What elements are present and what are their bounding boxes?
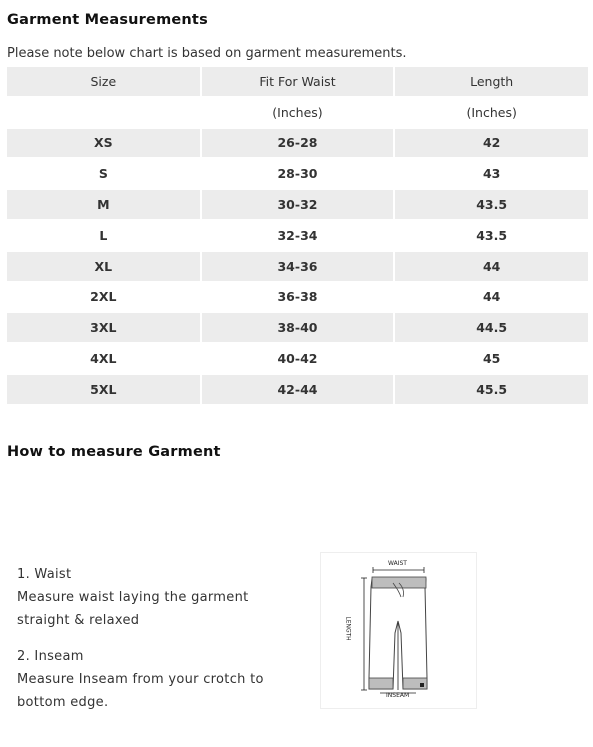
size-cell: 2XL bbox=[7, 282, 201, 313]
size-cell: XS bbox=[7, 128, 201, 159]
inseam-label: INSEAM bbox=[386, 692, 410, 699]
waist-cell: 34-36 bbox=[201, 251, 395, 282]
waist-label: WAIST bbox=[388, 560, 407, 567]
size-cell: 4XL bbox=[7, 343, 201, 374]
table-row bbox=[7, 251, 588, 282]
chart-note: Please note below chart is based on garment measurements. bbox=[7, 46, 407, 61]
size-cell: 5XL bbox=[7, 374, 201, 404]
waist-step-text-2: straight & relaxed bbox=[17, 613, 140, 628]
waist-cell: 26-28 bbox=[201, 128, 395, 159]
waist-step-text-1: Measure waist laying the garment bbox=[17, 590, 249, 605]
size-chart-table bbox=[7, 67, 588, 404]
page-title: Garment Measurements bbox=[7, 12, 208, 28]
waist-step-title: 1. Waist bbox=[17, 567, 72, 582]
size-cell: S bbox=[7, 158, 201, 189]
table-row bbox=[7, 220, 588, 251]
length-cell: 44.5 bbox=[394, 312, 588, 343]
length-cell: Length bbox=[394, 67, 588, 97]
waist-cell: 30-32 bbox=[201, 189, 395, 220]
table-row bbox=[7, 343, 588, 374]
table-header-row bbox=[7, 67, 588, 97]
size-cell: Size bbox=[7, 67, 201, 97]
length-cell: 43.5 bbox=[394, 189, 588, 220]
waist-cell: 38-40 bbox=[201, 312, 395, 343]
table-row bbox=[7, 189, 588, 220]
size-cell: L bbox=[7, 220, 201, 251]
length-cell: (Inches) bbox=[394, 97, 588, 128]
size-cell: M bbox=[7, 189, 201, 220]
length-label: LENGTH bbox=[344, 616, 352, 641]
length-cell: 42 bbox=[394, 128, 588, 159]
inseam-step-text-1: Measure Inseam from your crotch to bbox=[17, 672, 264, 687]
waist-cell: 36-38 bbox=[201, 282, 395, 313]
waist-cell: 28-30 bbox=[201, 158, 395, 189]
size-cell: XL bbox=[7, 251, 201, 282]
waist-cell: 42-44 bbox=[201, 374, 395, 404]
length-cell: 45 bbox=[394, 343, 588, 374]
measure-instructions bbox=[17, 563, 307, 714]
table-row bbox=[7, 282, 588, 313]
length-cell: 45.5 bbox=[394, 374, 588, 404]
table-row bbox=[7, 374, 588, 404]
length-cell: 44 bbox=[394, 251, 588, 282]
length-cell: 43.5 bbox=[394, 220, 588, 251]
inseam-step-title: 2. Inseam bbox=[17, 649, 84, 664]
how-to-measure-title: How to measure Garment bbox=[7, 444, 221, 460]
length-cell: 43 bbox=[394, 158, 588, 189]
table-units-row bbox=[7, 97, 588, 128]
table-row bbox=[7, 128, 588, 159]
waist-cell: 40-42 bbox=[201, 343, 395, 374]
table-row bbox=[7, 312, 588, 343]
waist-cell: Fit For Waist bbox=[201, 67, 395, 97]
inseam-step-text-2: bottom edge. bbox=[17, 695, 109, 710]
waist-cell: (Inches) bbox=[201, 97, 395, 128]
waist-cell: 32-34 bbox=[201, 220, 395, 251]
size-cell: 3XL bbox=[7, 312, 201, 343]
garment-measure-diagram bbox=[320, 552, 477, 709]
length-cell: 44 bbox=[394, 282, 588, 313]
size-cell bbox=[7, 97, 201, 128]
table-row bbox=[7, 158, 588, 189]
